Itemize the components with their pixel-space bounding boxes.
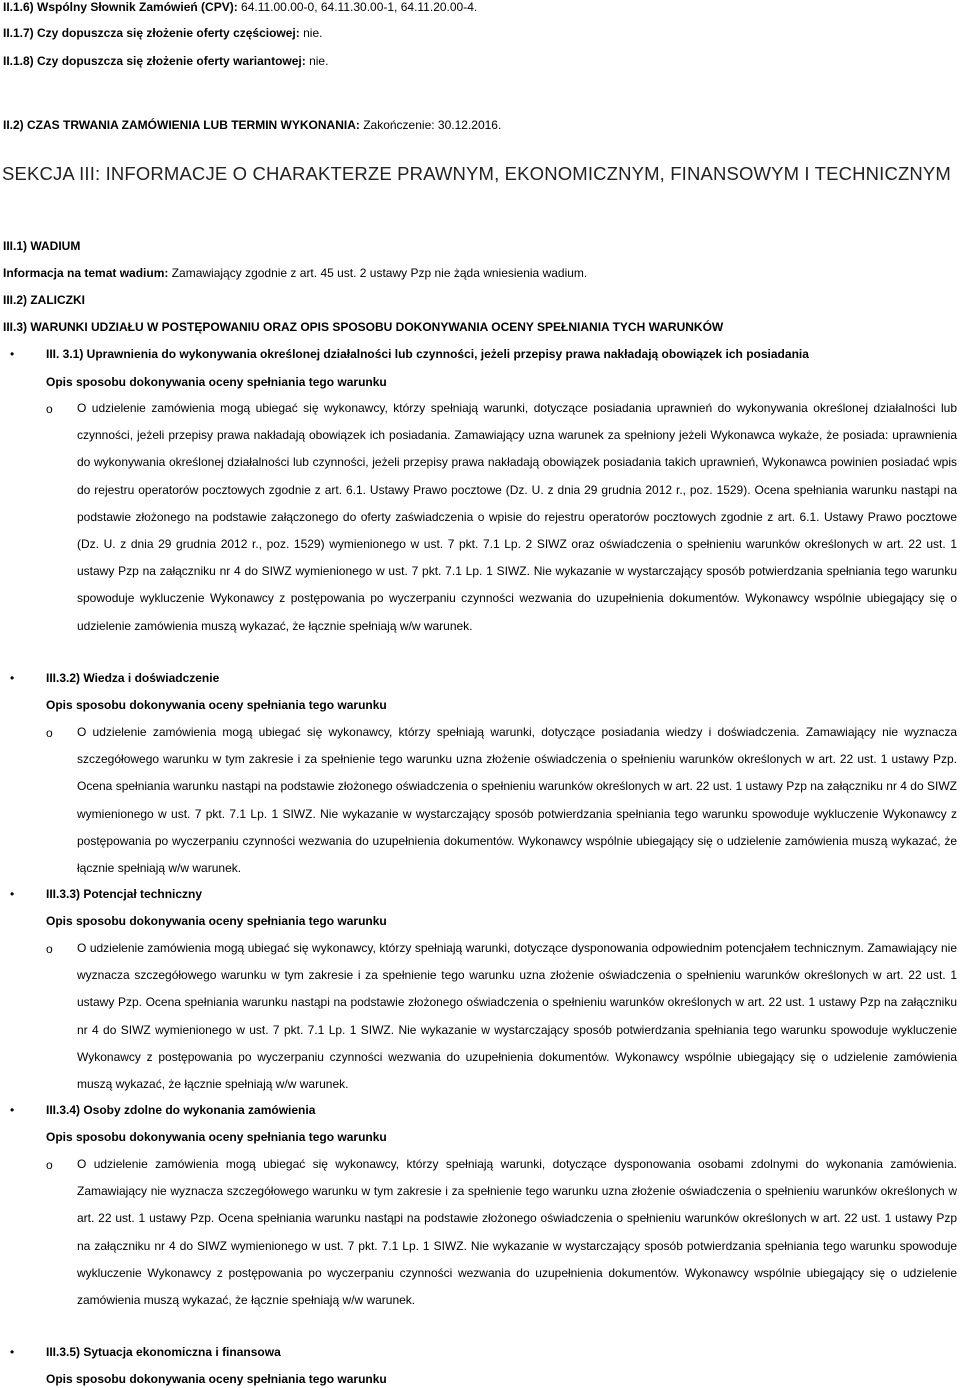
sub-bullet: o: [46, 402, 53, 416]
sub-bullet: o: [46, 942, 53, 956]
partial-offer-value: nie.: [299, 26, 323, 40]
sub-bullet: o: [46, 726, 53, 740]
variant-offer-line: [3, 54, 328, 68]
item-3-desc-label: Opis sposobu dokonywania oceny spełniania tego warunku: [46, 914, 387, 928]
bullet: •: [10, 347, 15, 361]
item-2-desc-label: Opis sposobu dokonywania oceny spełniania tego warunku: [46, 698, 387, 712]
wadium-value: Zamawiający zgodnie z art. 45 ust. 2 ustawy Pzp nie żąda wniesienia wadium.: [168, 266, 588, 280]
item-3-title: III.3.3) Potencjał techniczny: [46, 887, 203, 901]
duration-label: II.2) CZAS TRWANIA ZAMÓWIENIA LUB TERMIN WYKONANIA:: [3, 118, 360, 132]
bullet: •: [10, 1103, 15, 1117]
bullet: •: [10, 1345, 15, 1359]
item-4-title: III.3.4) Osoby zdolne do wykonania zamówienia: [46, 1103, 316, 1117]
partial-offer-line: [3, 26, 322, 40]
wadium-heading: III.1) WADIUM: [3, 239, 81, 253]
item-5-title: III.3.5) Sytuacja ekonomiczna i finansowa: [46, 1345, 281, 1359]
item-2-text: O udzielenie zamówienia mogą ubiegać się wykonawcy, którzy spełniają warunki, dotyczące posiadania wiedzy i doświadczenia. Zamawiający nie wyznacza szczegółowego warunku w tym zakresie i za spełnienie tego warunku uzna złożenie oświadczenia o spełnieniu warunków określonych w art. 22 ust. 1 ustawy Pzp. Ocena spełniania warunku nastąpi na podstawie złożonego oświadczenia o spełnieniu warunków określonych w art. 22 ust. 1 ustawy Pzp na załączniku nr 4 do SIWZ wymienionego w ust. 7 pkt. 7.1 Lp. 1 SIWZ. Nie wykazanie w wystarczający sposób potwierdzania spełniania tego warunku spowoduje wykluczenie Wykonawcy z postępowania po wyczerpaniu czynności wezwania do uzupełnienia dokumentów. Wykonawcy wspólnie ubiegający się o udzielenie zamówienia muszą wykazać, że łącznie spełniają w/w warunek.: [77, 725, 957, 876]
cpv-value: 64.11.00.00-0, 64.11.30.00-1, 64.11.20.00-4.: [237, 0, 478, 14]
wadium-label: Informacja na temat wadium:: [3, 266, 169, 280]
item-3-text: O udzielenie zamówienia mogą ubiegać się wykonawcy, którzy spełniają warunki, dotyczące dysponowania odpowiednim potencjałem technicznym. Zamawiający nie wyznacza szczegółowego warunku w tym zakresie i za spełnienie tego warunku uzna złożenie oświadczenia o spełnieniu warunków określonych w art. 22 ust. 1 ustawy Pzp. Ocena spełniania warunku nastąpi na podstawie złożonego oświadczenia o spełnieniu warunków określonych w art. 22 ust. 1 ustawy Pzp na załączniku nr 4 do SIWZ wymienionego w ust. 7 pkt. 7.1 Lp. 1 SIWZ. Nie wykazanie w wystarczający sposób potwierdzania spełniania tego warunku spowoduje wykluczenie Wykonawcy z postępowania po wyczerpaniu czynności wezwania do uzupełnienia dokumentów. Wykonawcy wspólnie ubiegający się o udzielenie zamówienia muszą wykazać, że łącznie spełniają w/w warunek.: [77, 941, 957, 1092]
duration-value: Zakończenie: 30.12.2016.: [359, 118, 502, 132]
item-5-desc-label: Opis sposobu dokonywania oceny spełniania tego warunku: [46, 1372, 387, 1386]
zaliczki-heading: III.2) ZALICZKI: [3, 293, 85, 307]
partial-offer-label: II.1.7) Czy dopuszcza się złożenie oferty częściowej:: [3, 26, 300, 40]
item-4-text: O udzielenie zamówienia mogą ubiegać się wykonawcy, którzy spełniają warunki, dotyczące dysponowania osobami zdolnymi do wykonania zamówienia. Zamawiający nie wyznacza szczegółowego warunku w tym zakresie i za spełnienie tego warunku uzna złożenie oświadczenia o spełnieniu warunków określonych w art. 22 ust. 1 ustawy Pzp. Ocena spełniania warunku nastąpi na podstawie złożonego oświadczenia o spełnieniu warunków określonych w art. 22 ust. 1 ustawy Pzp na załączniku nr 4 do SIWZ wymienionego w ust. 7 pkt. 7.1 Lp. 1 SIWZ. Nie wykazanie w wystarczający sposób potwierdzania spełniania tego warunku spowoduje wykluczenie Wykonawcy z postępowania po wyczerpaniu czynności wezwania do uzupełnienia dokumentów. Wykonawcy wspólnie ubiegający się o udzielenie zamówienia muszą wykazać, że łącznie spełniają w/w warunek.: [77, 1157, 957, 1308]
section-3-title: SEKCJA III: INFORMACJE O CHARAKTERZE PRAWNYM, EKONOMICZNYM, FINANSOWYM I TECHNICZNYM: [2, 163, 951, 184]
wadium-line: [3, 266, 587, 280]
duration-line: [3, 118, 501, 132]
item-4-desc-label: Opis sposobu dokonywania oceny spełniania tego warunku: [46, 1130, 387, 1144]
sub-bullet: o: [46, 1158, 53, 1172]
bullet: •: [10, 887, 15, 901]
bullet: •: [10, 671, 15, 685]
cpv-line: [3, 0, 477, 14]
item-1-title: III. 3.1) Uprawnienia do wykonywania określonej działalności lub czynności, jeżeli przepisy prawa nakładają obowiązek ich posiadania: [46, 347, 809, 361]
item-1-text: O udzielenie zamówienia mogą ubiegać się wykonawcy, którzy spełniają warunki, dotyczące posiadania uprawnień do wykonywania określonej działalności lub czynności, jeżeli przepisy prawa nakładają obowiązek ich posiadania. Zamawiający uzna warunek za spełniony jeżeli Wykonawca wykaże, że posiada: uprawnienia do wykonywania określonej działalności lub czynności, jeżeli przepisy prawa nakładają obowiązek posiadania takich uprawnień, Wykonawca powinien posiadać wpis do rejestru operatorów pocztowych zgodnie z art. 6.1. Ustawy Prawo pocztowe (Dz. U. z dnia 29 grudnia 2012 r., poz. 1529). Ocena spełniania warunku nastąpi na podstawie złożonego na podstawie załączonego do oferty zaświadczenia o wpisie do rejestru operatorów pocztowych zgodnie z art. 6.1. Ustawy Prawo pocztowe (Dz. U. z dnia 29 grudnia 2012 r., poz. 1529) wymienionego w ust. 7 pkt. 7.1 Lp. 2 SIWZ oraz oświadczenia o spełnieniu warunków określonych w art. 22 ust. 1 ustawy Pzp na załączniku nr 4 do SIWZ wymienionego w ust. 7 pkt. 7.1 Lp. 1 SIWZ. Nie wykazanie w wystarczający sposób potwierdzania spełniania tego warunku spowoduje wykluczenie Wykonawcy z postępowania po wyczerpaniu czynności wezwania do uzupełnienia dokumentów. Wykonawcy wspólnie ubiegający się o udzielenie zamówienia muszą wykazać, że łącznie spełniają w/w warunek.: [77, 401, 957, 633]
variant-offer-value: nie.: [305, 54, 329, 68]
warunki-heading: III.3) WARUNKI UDZIAŁU W POSTĘPOWANIU ORAZ OPIS SPOSOBU DOKONYWANIA OCENY SPEŁNIANIA TYCH WARUNKÓW: [3, 320, 724, 334]
cpv-label: II.1.6) Wspólny Słownik Zamówień (CPV):: [3, 0, 238, 14]
item-1-desc-label: Opis sposobu dokonywania oceny spełniania tego warunku: [46, 375, 387, 389]
item-2-title: III.3.2) Wiedza i doświadczenie: [46, 671, 220, 685]
variant-offer-label: II.1.8) Czy dopuszcza się złożenie oferty wariantowej:: [3, 54, 306, 68]
